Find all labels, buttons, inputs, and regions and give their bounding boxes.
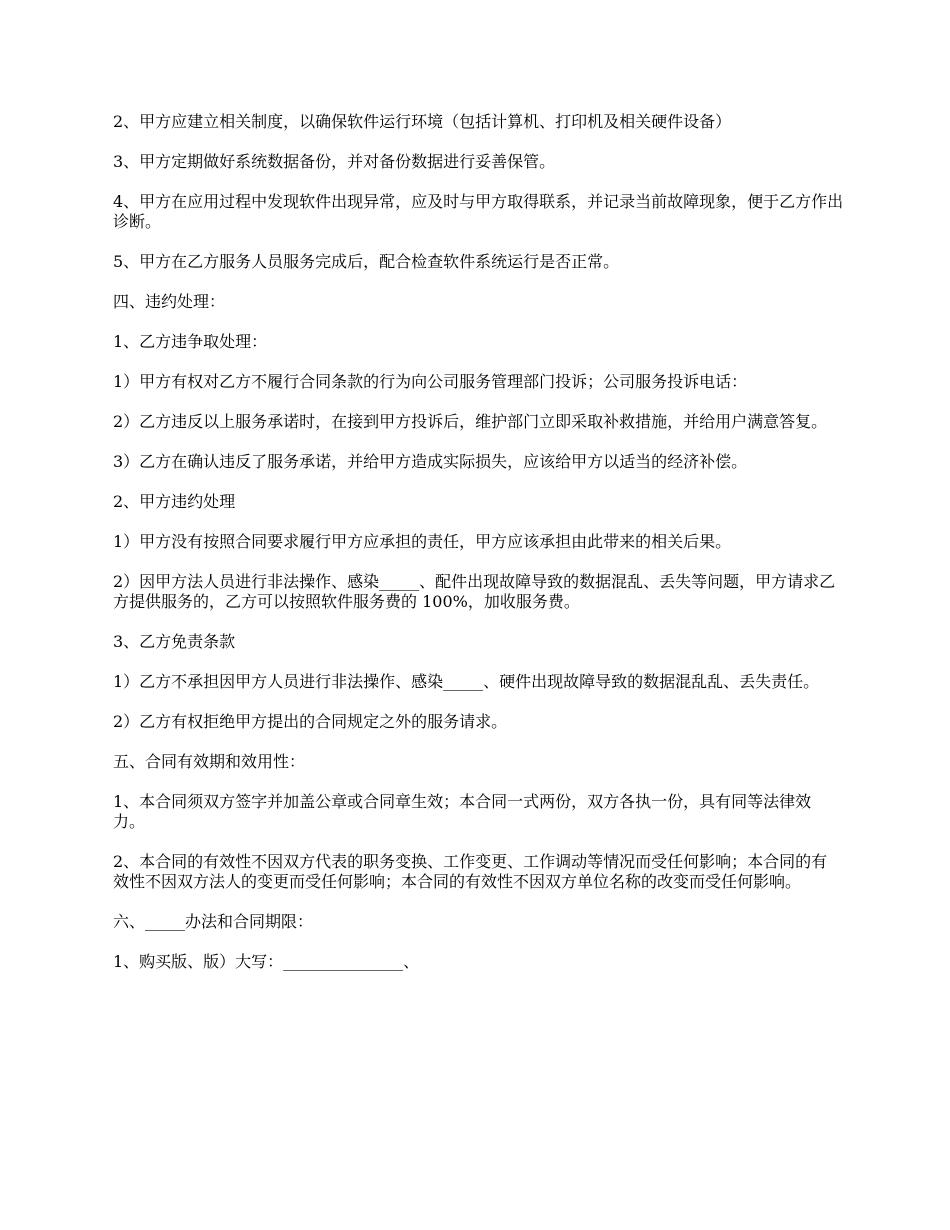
document-body <box>113 112 853 992</box>
clause-purchase-amount: 1、购买版、版）大写：_______________、 <box>113 952 420 971</box>
subheading-exemption: 3、乙方免责条款 <box>113 632 236 651</box>
clause-a3-backup: 3、甲方定期做好系统数据备份，并对备份数据进行妥善保管。 <box>113 152 556 171</box>
item-complaint-right: 1）甲方有权对乙方不履行合同条款的行为向公司服务管理部门投诉；公司服务投诉电话： <box>113 372 748 391</box>
item-compensation: 3）乙方在确认违反了服务承诺，并给甲方造成实际损失，应该给甲方以适当的经济补偿。 <box>113 452 748 471</box>
item-no-liability: 1）乙方不承担因甲方人员进行非法操作、感染_____、硬件出现故障导致的数据混乱乱、丢失责任。 <box>113 672 820 691</box>
clause-a5-verify: 5、甲方在乙方服务人员服务完成后，配合检查软件系统运行是否正常。 <box>113 252 620 271</box>
section-heading-breach: 四、违约处理： <box>113 292 226 311</box>
item-party-a-liability: 1）甲方没有按照合同要求履行甲方应承担的责任，甲方应该承担由此带来的相关后果。 <box>113 532 732 551</box>
subheading-party-a-breach: 2、甲方违约处理 <box>113 492 236 511</box>
section-heading-validity: 五、合同有效期和效用性： <box>113 752 306 771</box>
item-surcharge: 2）因甲方法人员进行非法操作、感染_____、配件出现故障导致的数据混乱、丢失等问题，甲方请求乙方提供服务的，乙方可以按照软件服务费的 100%，加收服务费。 <box>113 572 836 611</box>
clause-a4-fault-report: 4、甲方在应用过程中发现软件出现异常，应及时与甲方取得联系，并记录当前故障现象，便于乙方作出诊断。 <box>113 192 844 231</box>
subheading-party-b-breach: 1、乙方违争取处理： <box>113 332 268 351</box>
item-remedy-measures: 2）乙方违反以上服务承诺时，在接到甲方投诉后，维护部门立即采取补救措施，并给用户满意答复。 <box>113 412 828 431</box>
clause-validity-unaffected: 2、本合同的有效性不因双方代表的职务变换、工作变更、工作调动等情况而受任何影响；本合同的有效性不因双方法人的变更而受任何影响；本合同的有效性不因双方单位名称的改变而受任何影响。 <box>113 852 828 891</box>
clause-a2-environment: 2、甲方应建立相关制度，以确保软件运行环境（包括计算机、打印机及相关硬件设备） <box>113 112 732 131</box>
section-heading-terms: 六、_____办法和合同期限： <box>113 912 314 931</box>
item-refuse-service: 2）乙方有权拒绝甲方提出的合同规定之外的服务请求。 <box>113 712 508 731</box>
clause-signature-effective: 1、本合同须双方签字并加盖公章或合同章生效；本合同一式两份，双方各执一份，具有同等法律效力。 <box>113 792 812 831</box>
